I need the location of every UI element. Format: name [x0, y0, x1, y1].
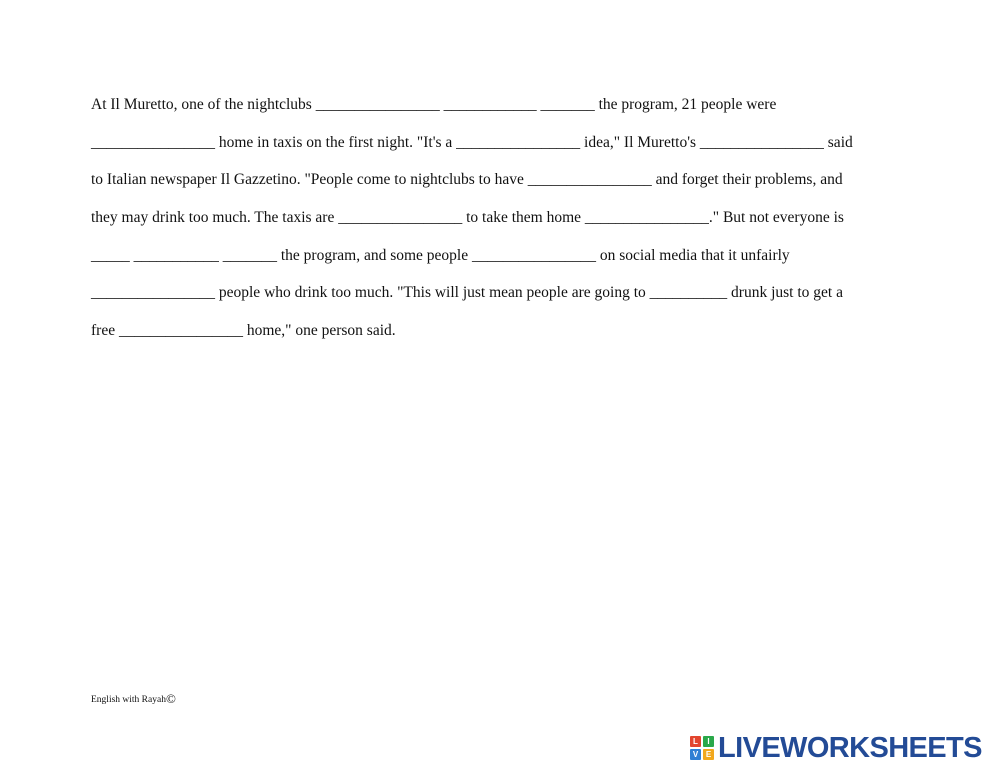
logo-tile-l: L [690, 736, 701, 747]
worksheet-text [91, 86, 911, 350]
liveworksheets-logo-icon [690, 736, 714, 760]
text-line: ________________ people who drink too much. "This will just mean people are going to __________ drunk just to get a [91, 284, 843, 302]
credit-text: English with Rayah [91, 695, 166, 705]
text-line: _____ ___________ _______ the program, and some people ________________ on social media that it unfairly [91, 246, 790, 264]
brand-name: LIVEWORKSHEETS [718, 731, 982, 764]
text-line: to Italian newspaper Il Gazzetino. "People come to nightclubs to have ________________ and forget their problems, and [91, 171, 843, 189]
logo-tile-v: V [690, 749, 701, 760]
copyright-symbol: © [165, 691, 176, 706]
text-line: free ________________ home," one person said. [91, 322, 396, 340]
footer-credit [91, 690, 176, 706]
text-line: At Il Muretto, one of the nightclubs ________________ ____________ _______ the program, 21 people were [91, 96, 777, 113]
text-line: ________________ home in taxis on the first night. "It's a ________________ idea," Il Muretto's ________________ said [91, 133, 853, 151]
liveworksheets-brand[interactable] [690, 731, 982, 765]
logo-tile-e: E [703, 749, 714, 760]
logo-tile-i: I [703, 736, 714, 747]
text-line: they may drink too much. The taxis are ________________ to take them home ________________." But not everyone is [91, 209, 844, 227]
